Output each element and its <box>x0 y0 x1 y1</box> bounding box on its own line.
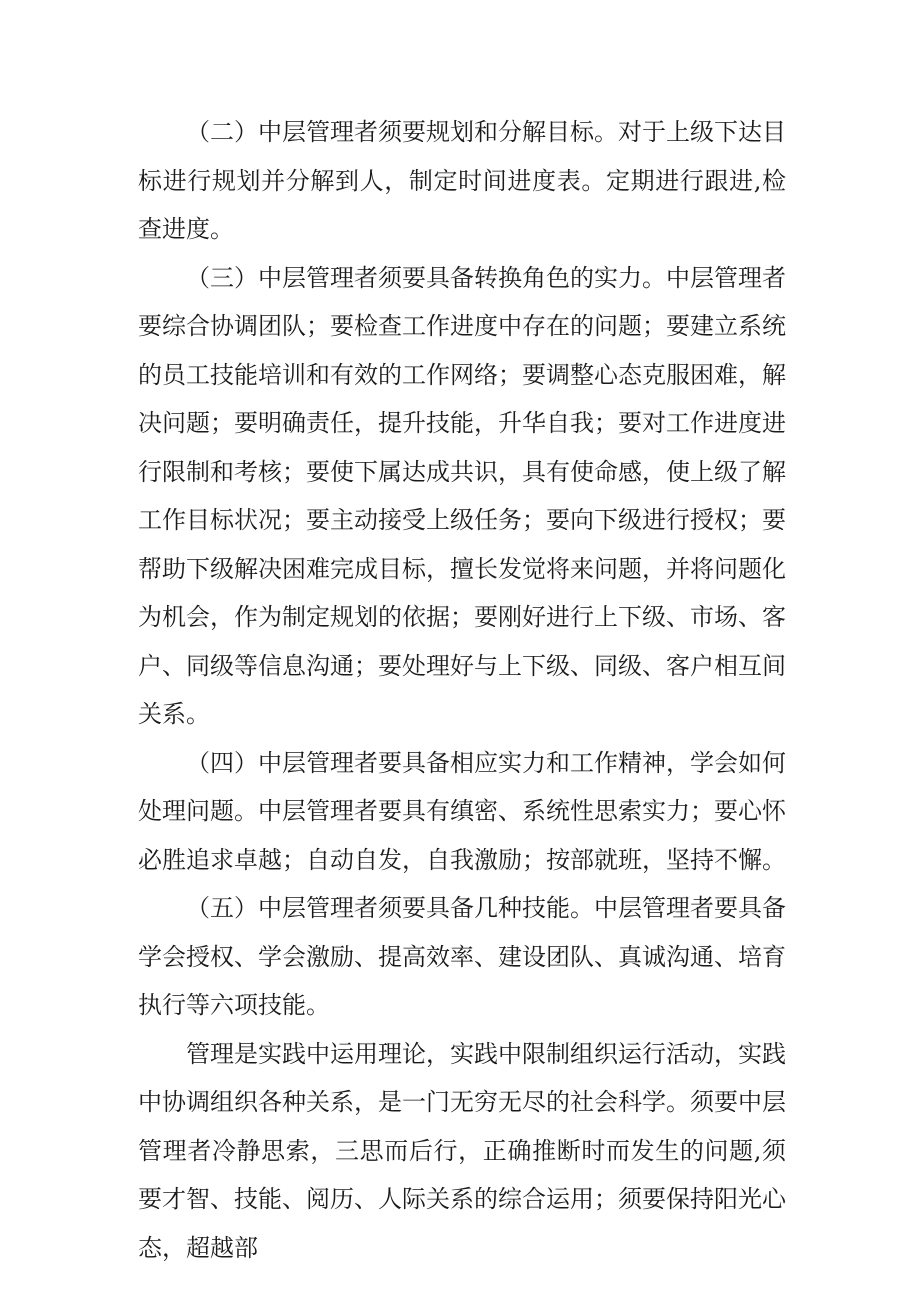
paragraph-six-skills: （五）中层管理者须要具备几种技能。中层管理者要具备学会授权、学会激励、提高效率、建设团队、真诚沟通、培育执行等六项技能。 <box>138 894 786 1019</box>
paragraph-problem-handling: （四）中层管理者要具备相应实力和工作精神，学会如何处理问题。中层管理者要具有缜密、系统性思索实力；要心怀必胜追求卓越；自动自发，自我激励；按部就班，坚持不懈。 <box>138 748 786 874</box>
document-body <box>138 108 786 1272</box>
paragraph-management-practice: 管理是实践中运用理论，实践中限制组织运行活动，实践中协调组织各种关系，是一门无穷无尽的社会科学。须要中层管理者冷静思索，三思而后行，正确推断时而发生的问题,须要才智、技能、阅历、人际关系的综合运用；须要保持阳光心态，超越部 <box>138 1039 786 1262</box>
paragraph-role-transition: （三）中层管理者须要具备转换角色的实力。中层管理者要综合协调团队；要检查工作进度中存在的问题；要建立系统的员工技能培训和有效的工作网络；要调整心态克服困难，解决问题；要明确责任，提升技能，升华自我；要对工作进度进行限制和考核；要使下属达成共识，具有使命感，使上级了解工作目标状况；要主动接受上级任务；要向下级进行授权；要帮助下级解决困难完成目标，擅长发觉将来问题，并将问题化为机会，作为制定规划的依据；要刚好进行上下级、市场、客户、同级等信息沟通；要处理好与上下级、同级、客户相互间关系。 <box>138 263 786 728</box>
paragraph-goal-planning: （二）中层管理者须要规划和分解目标。对于上级下达目标进行规划并分解到人，制定时间进度表。定期进行跟进,检查进度。 <box>138 118 786 243</box>
